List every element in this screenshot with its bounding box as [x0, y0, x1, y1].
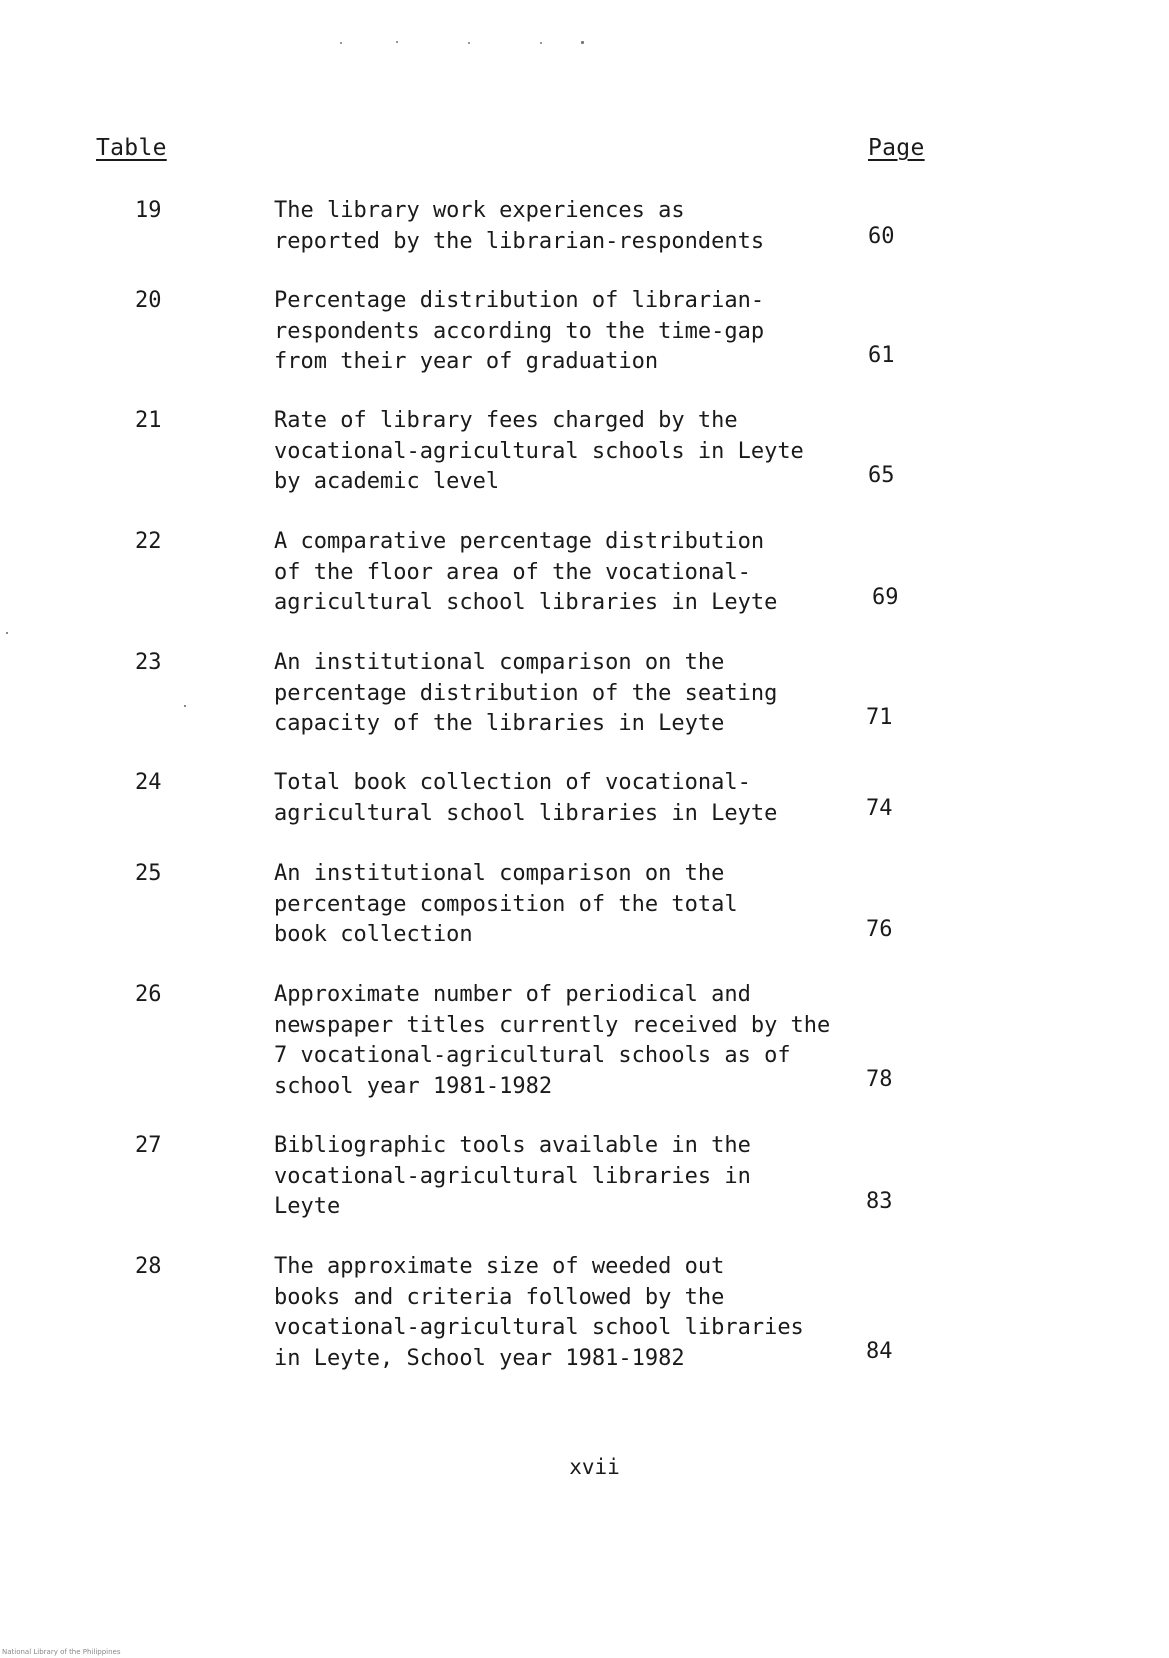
table-number: 20 [135, 288, 162, 313]
title-line: Leyte [274, 1194, 341, 1219]
table-column-header: Table [96, 135, 167, 161]
page-folio: xvii [569, 1455, 620, 1479]
title-line: agricultural school libraries in Leyte [274, 800, 778, 826]
table-number: 26 [135, 982, 162, 1007]
table-number: 23 [135, 650, 162, 675]
table-title [274, 859, 738, 951]
title-line: newspaper titles currently received by the [274, 1012, 831, 1038]
table-title [274, 648, 777, 740]
title-line: in Leyte, School year 1981-1982 [274, 1345, 685, 1371]
title-line: The library work experiences as [274, 198, 685, 223]
table-number: 24 [135, 770, 162, 795]
title-line: book collection [274, 922, 473, 947]
page-number: 65 [868, 463, 895, 488]
title-line: from their year of graduation [274, 349, 659, 374]
title-line: vocational-agricultural libraries in [274, 1163, 751, 1189]
table-title [274, 196, 764, 257]
title-line: Total book collection of vocational- [274, 770, 751, 795]
title-line: An institutional comparison on the [274, 650, 725, 675]
title-line: percentage composition of the total [274, 891, 738, 917]
title-line: capacity of the libraries in Leyte [274, 711, 725, 736]
page-number: 84 [866, 1339, 893, 1364]
table-number: 28 [135, 1254, 162, 1279]
title-line: Bibliographic tools available in the [274, 1133, 751, 1158]
title-line: books and criteria followed by the [274, 1284, 725, 1310]
title-line: A comparative percentage distribution [274, 529, 765, 554]
title-line: The approximate size of weeded out [274, 1254, 725, 1279]
table-title [274, 1131, 751, 1223]
page-number: 71 [866, 705, 893, 730]
table-number: 25 [135, 861, 162, 886]
title-line: vocational-agricultural school libraries [274, 1315, 804, 1340]
page-number: 74 [866, 796, 893, 821]
page-number: 78 [866, 1067, 893, 1092]
title-line: 7 vocational-agricultural schools as of [274, 1043, 791, 1068]
scan-specks [340, 36, 640, 48]
title-line: An institutional comparison on the [274, 861, 725, 886]
page-number: 76 [866, 917, 893, 942]
scan-speck-left [6, 632, 8, 634]
page-number: 69 [872, 585, 899, 610]
title-line: by academic level [274, 469, 500, 494]
title-line: school year 1981-1982 [274, 1073, 553, 1099]
title-line: vocational-agricultural schools in Leyte [274, 438, 804, 464]
title-line: Approximate number of periodical and [274, 982, 751, 1007]
title-line: percentage distribution of the seating [274, 680, 778, 706]
table-title [274, 527, 777, 619]
page-number: 60 [868, 224, 895, 249]
title-line: Rate of library fees charged by the [274, 408, 738, 433]
title-line: respondents according to the time-gap [274, 318, 765, 344]
table-title [274, 768, 777, 829]
table-number: 27 [135, 1133, 162, 1158]
page-number: 83 [866, 1189, 893, 1214]
table-title [274, 1252, 804, 1374]
page-number: 61 [868, 343, 895, 368]
title-line: agricultural school libraries in Leyte [274, 590, 778, 615]
table-number: 19 [135, 198, 162, 223]
title-line: reported by the librarian-respondents [274, 228, 765, 254]
table-number: 22 [135, 529, 162, 554]
page-column-header: Page [868, 135, 925, 161]
table-title [274, 286, 764, 378]
title-line: Percentage distribution of librarian- [274, 288, 765, 313]
table-number: 21 [135, 408, 162, 433]
table-title [274, 406, 804, 498]
table-title [274, 980, 830, 1102]
scan-footer-note: National Library of the Philippines [2, 1648, 121, 1656]
scan-speck-mid [184, 705, 186, 707]
title-line: of the floor area of the vocational- [274, 559, 751, 585]
